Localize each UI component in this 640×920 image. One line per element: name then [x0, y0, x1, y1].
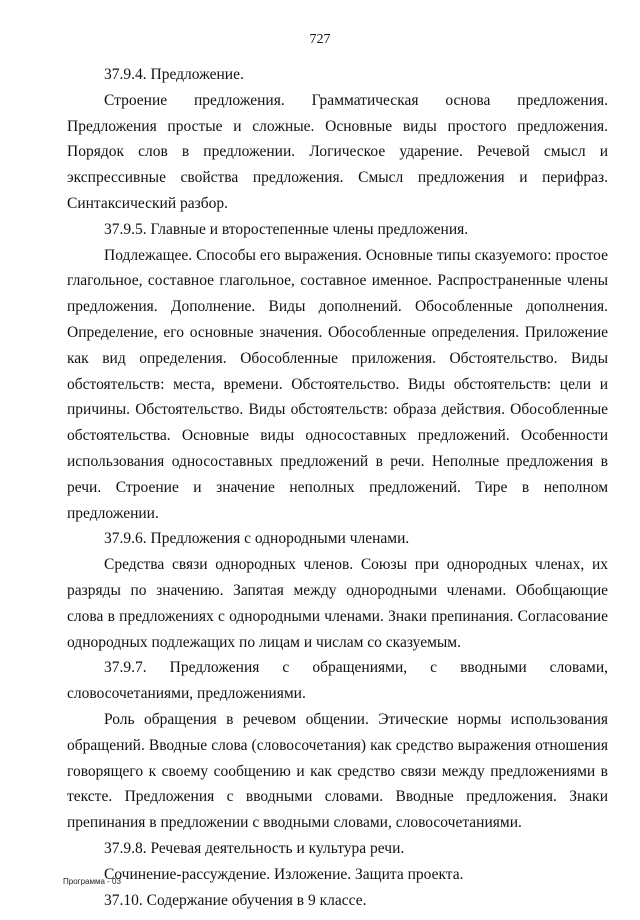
body-text — [67, 62, 608, 913]
section-heading-37-9-7: 37.9.7. Предложения с обращениями, с вводными словами, словосочетаниями, предложениями. — [67, 659, 608, 703]
section-heading-37-10: 37.10. Содержание обучения в 9 классе. — [104, 891, 367, 909]
page-number: 727 — [309, 32, 331, 47]
paragraph-sentence-members: Подлежащее. Способы его выражения. Основные типы сказуемого: простое глагольное, составное глагольное, составное именное. Распространенные члены предложения. Дополнение. Виды дополнений. Обособленные дополнения. Определение, его основные значения. Обособленные определения. Приложение как вид определения. Обособленные приложения. Обстоятельство. Виды обстоятельств: места, времени. Обстоятельство. Виды обстоятельств: цели и причины. Обстоятельство. Виды обстоятельств: образа действия. Обособленные обстоятельства. Основные виды односоставных предложений. Особенности использования односоставных предложений в речи. Неполные предложения в речи. Строение и значение неполных предложений. Тире в неполном предложении. — [67, 246, 608, 522]
section-heading-37-9-4: 37.9.4. Предложение. — [104, 66, 244, 83]
paragraph-speech-activity: Сочинение-рассуждение. Изложение. Защита проекта. — [104, 865, 464, 883]
section-heading-37-9-6: 37.9.6. Предложения с однородными членами. — [104, 530, 410, 548]
paragraph-sentence-structure: Строение предложения. Грамматическая основа предложения. Предложения простые и сложные. Основные виды простого предложения. Порядок слов в предложении. Логическое ударение. Речевой смысл и экспрессивные свойства предложения. Смысл предложения и перифраз. Синтаксический разбор. — [67, 91, 608, 212]
section-heading-37-9-5: 37.9.5. Главные и второстепенные члены предложения. — [104, 220, 469, 238]
paragraph-address-and-introductory: Роль обращения в речевом общении. Этические нормы использования обращений. Вводные слова (словосочетания) как средство выражения отношения говорящего к своему сообщению и как средство связи между предложениями в тексте. Предложения с вводными словами. Вводные предложения. Знаки препинания в предложении с вводными словами, словосочетаниями. — [67, 710, 608, 832]
section-heading-37-9-8: 37.9.8. Речевая деятельность и культура речи. — [104, 839, 405, 857]
footer-label: Программа - 03 — [63, 877, 121, 886]
paragraph-homogeneous-members: Средства связи однородных членов. Союзы при однородных членах, их разряды по значению. Запятая между однородными членами. Обобщающие слова в предложениях с однородными членами. Знаки препинания. Согласование однородных подлежащих по лицам и числам со сказуемым. — [67, 556, 608, 651]
